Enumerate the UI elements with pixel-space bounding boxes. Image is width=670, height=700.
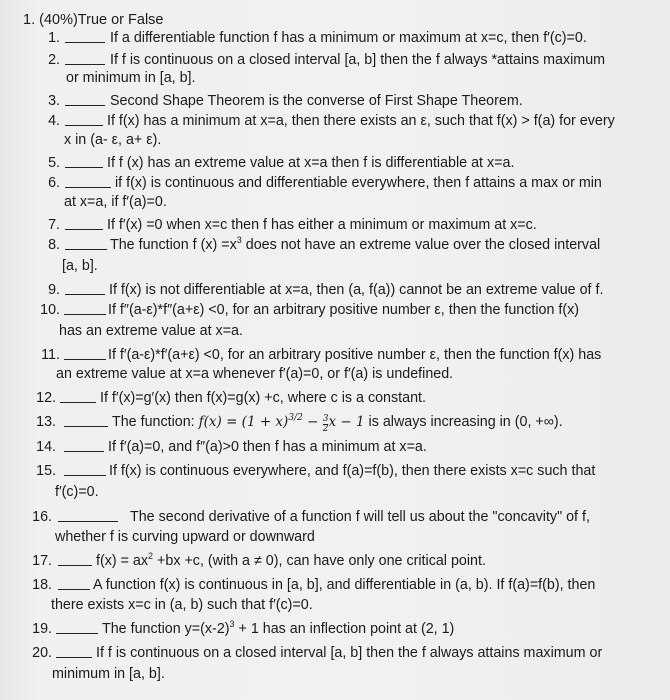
statement-text: A function f(x) is continuous in [a, b], and differentiable in (a, b). If f(a)=f(b), then <box>93 577 596 593</box>
statement-text: If f′(x) =0 when x=c then f has either a minimum or maximum at x=c. <box>107 217 537 233</box>
statement-number: 18. <box>32 577 52 593</box>
statement-text: If f′(a-ε)*f′(a+ε) <0, for an arbitrary positive number ε, then the function f(x) has <box>108 347 602 363</box>
statement-number: 5. <box>48 155 60 171</box>
statement-number: 20. <box>32 645 52 661</box>
answer-blank[interactable] <box>56 620 98 634</box>
statement-number: 14. <box>36 439 56 455</box>
statement-number: 15. <box>36 463 56 479</box>
statement-number: 19. <box>32 621 52 637</box>
statement-text: If f(x) is not differentiable at x=a, then (a, f(a)) cannot be an extreme value of f. <box>109 282 604 298</box>
statement-continuation: an extreme value at x=a whenever f′(a)=0, or f′(a) is undefined. <box>56 366 454 382</box>
statement-text: if f(x) is continuous and differentiable everywhere, then f attains a max or min <box>115 175 602 191</box>
statement-text: If f(x) is continuous everywhere, and f(a)=f(b), then there exists x=c such that <box>109 463 596 479</box>
statement-text: If f′(a)=0, and f″(a)>0 then f has a minimum at x=a. <box>108 439 427 455</box>
statement-number: 4. <box>48 113 60 129</box>
answer-blank[interactable] <box>65 92 105 106</box>
answer-blank[interactable] <box>58 576 90 590</box>
question-heading: 1. (40%)True or False <box>23 12 164 28</box>
answer-blank[interactable] <box>65 154 103 168</box>
statement-number: 10. <box>40 302 60 318</box>
statement-continuation: x in (a- ε, a+ ε). <box>64 132 162 148</box>
statement-text: If a differentiable function f has a minimum or maximum at x=c, then f′(c)=0. <box>110 30 587 46</box>
statement-number: 1. <box>48 30 60 46</box>
statement-continuation: or minimum in [a, b]. <box>66 70 196 86</box>
statement-number: 3. <box>48 93 60 109</box>
statement-text: If f is continuous on a closed interval [a, b] then the f always attains maximum or <box>96 645 603 661</box>
statement-number: 8. <box>48 237 60 253</box>
statement-continuation: at x=a, if f′(a)=0. <box>64 194 167 210</box>
answer-blank[interactable] <box>64 462 106 476</box>
statement-continuation: there exists x=c in (a, b) such that f′(c)=0. <box>51 597 313 613</box>
answer-blank[interactable] <box>65 112 103 126</box>
statement-number: 13. <box>36 414 56 430</box>
answer-blank[interactable] <box>64 301 106 315</box>
statement-text: The function: $f(x) = (1 + x)^{3/2}$ − $\frac{3}{2}$ x − 1 is always increasing in (0, +∞). <box>112 413 563 434</box>
answer-blank[interactable] <box>65 216 103 230</box>
answer-blank[interactable] <box>58 552 92 566</box>
statement-text: The function $y=(x-2)^3 + 1$ has an inflection point at (2, 1) <box>102 619 455 637</box>
statement-continuation: has an extreme value at x=a. <box>59 323 243 339</box>
function-formula: $f(x) = (1 + x)^{3/2}$ − $\frac{3}{2}$ x − 1 <box>198 413 365 434</box>
statement-number: 12. <box>36 390 56 406</box>
statement-continuation: minimum in [a, b]. <box>52 666 165 682</box>
answer-blank[interactable] <box>64 346 106 360</box>
statement-number: 9. <box>48 282 60 298</box>
answer-blank[interactable] <box>56 644 92 658</box>
answer-blank[interactable] <box>65 281 105 295</box>
statement-text: The function f $(x) =x^3$ does not have an extreme value over the closed interval <box>110 235 601 253</box>
statement-number: 6. <box>48 175 60 191</box>
statement-continuation: [a, b]. <box>62 258 98 274</box>
statement-continuation: f′(c)=0. <box>55 484 99 500</box>
statement-text: If f (x) has an extreme value at x=a then f is differentiable at x=a. <box>107 155 515 171</box>
statement-number: 7. <box>48 217 60 233</box>
statement-number: 17. <box>32 553 52 569</box>
answer-blank[interactable] <box>64 438 104 452</box>
statement-text: If f′(x)=g′(x) then f(x)=g(x) +c, where c is a constant. <box>100 390 426 406</box>
answer-blank[interactable] <box>58 508 118 522</box>
statement-text: The second derivative of a function f will tell us about the "concavity" of f, <box>130 509 590 525</box>
answer-blank[interactable] <box>65 174 111 188</box>
statement-text: $f(x) = ax^2 +bx +c$, (with a ≠ 0), can have only one critical point. <box>96 551 486 569</box>
answer-blank[interactable] <box>64 413 108 427</box>
statement-number: 11. <box>41 347 60 363</box>
statement-continuation: whether f is curving upward or downward <box>55 529 315 545</box>
statement-text: If f is continuous on a closed interval [a, b] then the f always *attains maximum <box>110 52 606 68</box>
statement-text: If f″(a-ε)*f″(a+ε) <0, for an arbitrary positive number ε, then the function f(x) <box>108 302 580 318</box>
answer-blank[interactable] <box>65 236 107 250</box>
statement-text: Second Shape Theorem is the converse of First Shape Theorem. <box>110 93 523 109</box>
statement-number: 16. <box>32 509 52 525</box>
answer-blank[interactable] <box>60 389 96 403</box>
answer-blank[interactable] <box>65 51 105 65</box>
statement-number: 2. <box>48 52 60 68</box>
statement-text: If f(x) has a minimum at x=a, then there exists an ε, such that f(x) > f(a) for every <box>107 113 615 129</box>
answer-blank[interactable] <box>65 29 105 43</box>
